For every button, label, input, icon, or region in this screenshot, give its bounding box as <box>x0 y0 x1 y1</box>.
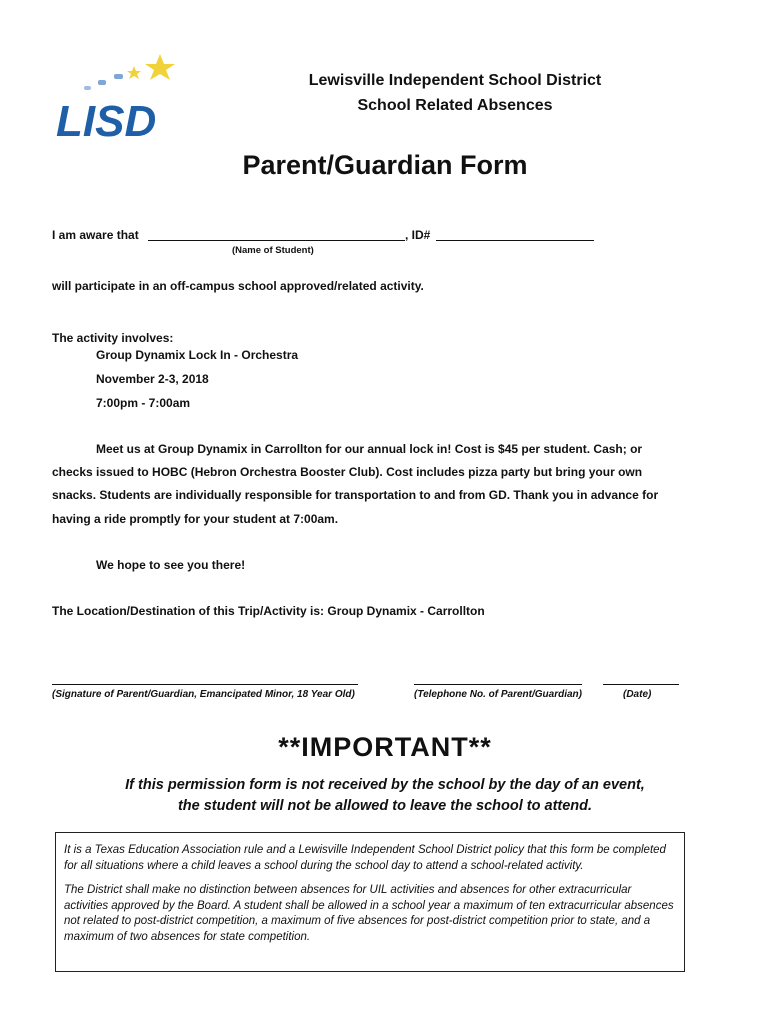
closing-text: We hope to see you there! <box>96 558 246 572</box>
policy-paragraph: It is a Texas Education Association rule and a Lewisville Independent School District policy that this form be completed for all situations where a child leaves a school during the school day to attend a school-related activity. <box>64 844 666 872</box>
policy-notice-box <box>55 832 685 972</box>
form-title: Parent/Guardian Form <box>242 150 528 180</box>
date-field[interactable] <box>603 684 679 685</box>
details-line: snacks. Students are individually responsible for transportation to and from GD. Thank you in advance for <box>52 488 659 502</box>
parent-signature-label: (Signature of Parent/Guardian, Emancipated Minor, 18 Year Old) <box>52 689 355 700</box>
district-name: Lewisville Independent School District <box>308 72 602 89</box>
star-small-icon <box>127 66 141 79</box>
logo-text: LISD <box>56 97 157 144</box>
details-line: having a ride promptly for your student at 7:00am. <box>52 512 339 526</box>
warning-line-1: If this permission form is not received by the school by the day of an event, <box>125 777 645 793</box>
student-id-label: , ID# <box>405 228 431 242</box>
student-id-field[interactable] <box>436 240 594 241</box>
dash-2-decoration <box>98 80 106 85</box>
form-subtitle: School Related Absences <box>357 97 553 114</box>
important-heading: **IMPORTANT** <box>278 732 492 762</box>
activity-time: 7:00pm - 7:00am <box>96 396 191 410</box>
date-label: (Date) <box>623 689 652 700</box>
activity-name: Group Dynamix Lock In - Orchestra <box>96 348 299 362</box>
telephone-label: (Telephone No. of Parent/Guardian) <box>414 689 582 700</box>
lisd-logo-graphic <box>52 52 180 144</box>
star-icon <box>145 54 175 80</box>
dash-3-decoration <box>84 86 91 90</box>
telephone-field[interactable] <box>414 684 582 685</box>
location-line: The Location/Destination of this Trip/Activity is: Group Dynamix - Carrollton <box>52 604 485 618</box>
dash-1-decoration <box>114 74 123 79</box>
parent-signature-field[interactable] <box>52 684 358 685</box>
participation-text: will participate in an off-campus school approved/related activity. <box>52 279 424 293</box>
student-name-caption: (Name of Student) <box>232 245 314 256</box>
lisd-logo <box>52 52 180 144</box>
activity-label: The activity involves: <box>52 331 174 345</box>
student-line-prefix: I am aware that <box>52 228 139 242</box>
warning-line-2: the student will not be allowed to leave the school to attend. <box>177 798 593 814</box>
details-line: checks issued to HOBC (Hebron Orchestra Booster Club). Cost includes pizza party but bring your own <box>52 465 643 479</box>
policy-paragraph: The District shall make no distinction between absences for UIL activities and absences for other extracurricular activities approved by the Board. A student shall be allowed in a school year a maximum of ten extracurricular absences not related to post-district competition, a maximum of five absences for post-district competition prior to state, and a maximum of two absences for state competition. <box>64 884 674 943</box>
details-line: Meet us at Group Dynamix in Carrollton for our annual lock in! Cost is $45 per student. Cash; or <box>96 442 643 456</box>
student-name-field[interactable] <box>148 240 405 241</box>
activity-date: November 2-3, 2018 <box>96 372 209 386</box>
